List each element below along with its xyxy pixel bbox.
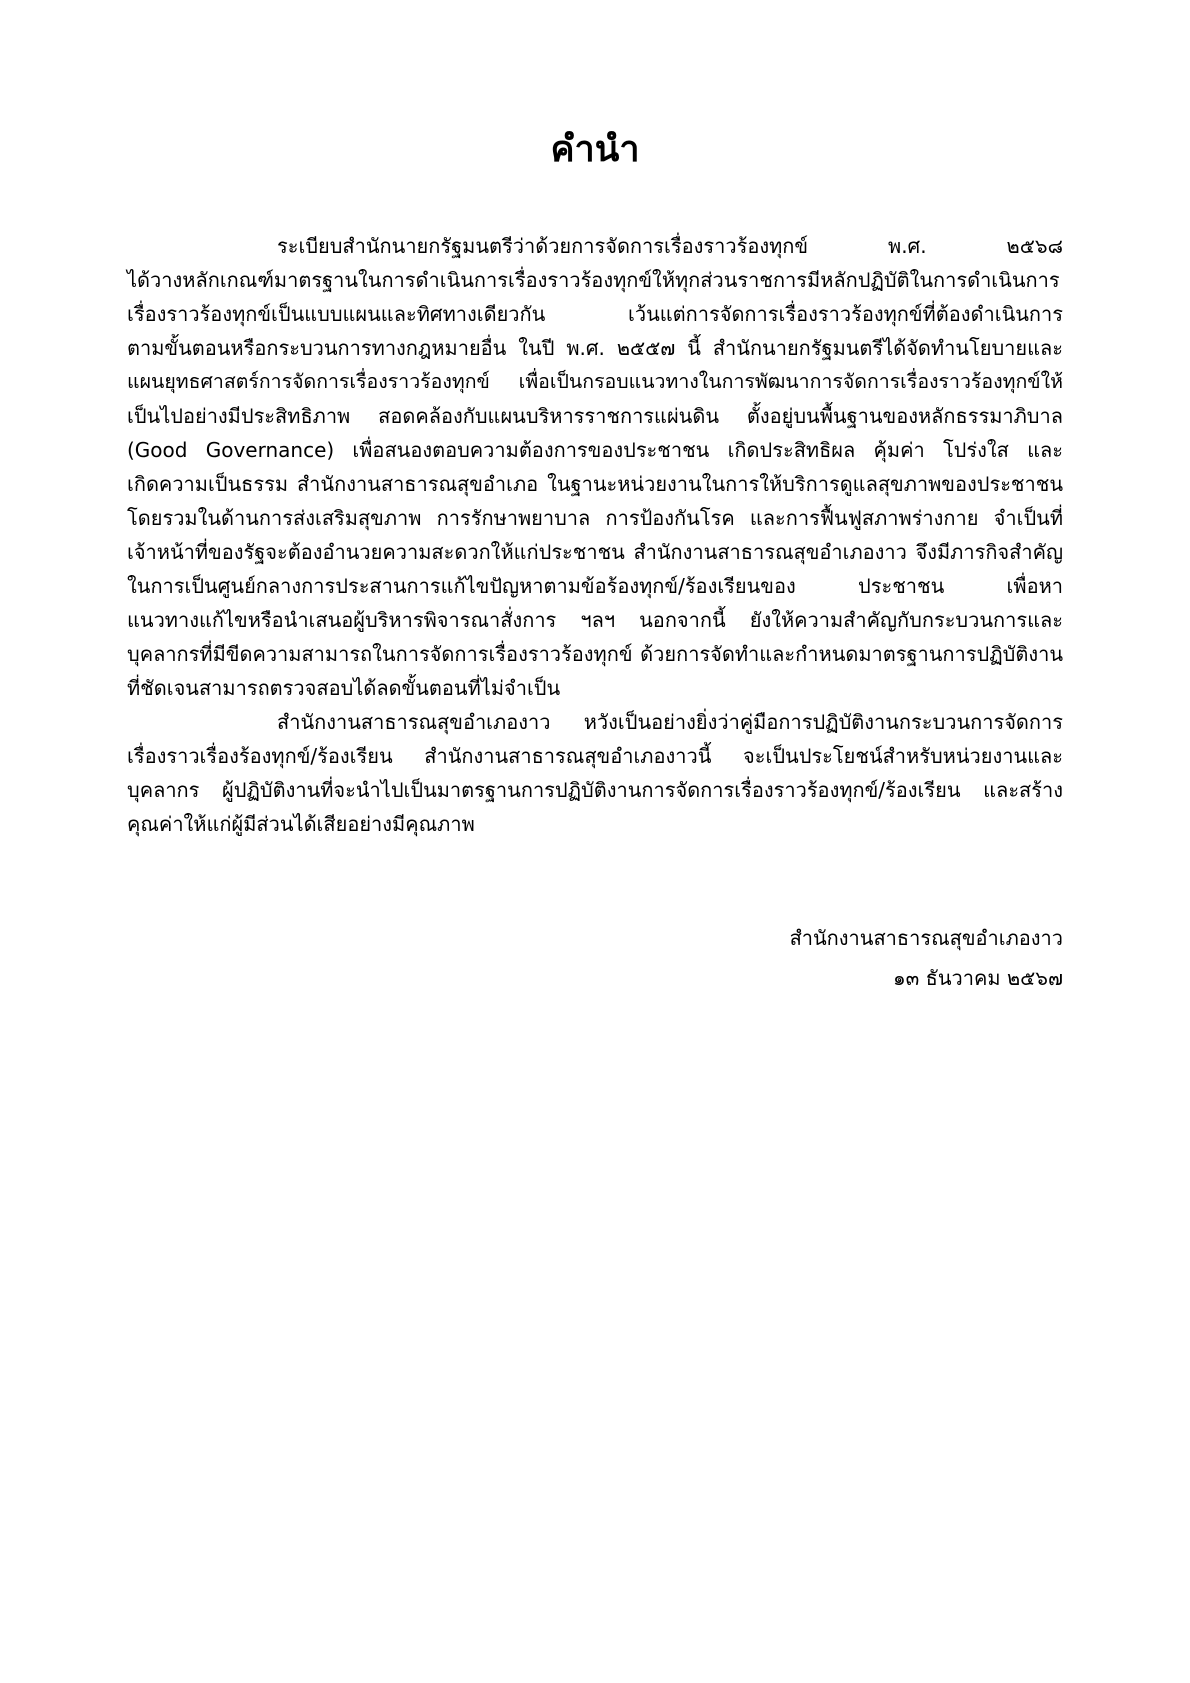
paragraph-1-line: เรื่องราวร้องทุกข์เป็นแบบแผนและทิศทางเดียวกัน เว้นแต่การจัดการเรื่องราวร้องทุกข์ที่ต้องดำเนินการ: [127, 302, 1063, 326]
paragraph-2-line: เรื่องราวเรื่องร้องทุกข์/ร้องเรียน สำนักงานสาธารณสุขอำเภองาวนี้ จะเป็นประโยชน์สำหรับหน่วยงานและ: [127, 744, 1063, 768]
paragraph-1-line: เจ้าหน้าที่ของรัฐจะต้องอำนวยความสะดวกให้แก่ประชาชน สำนักงานสาธารณสุขอำเภองาว จึงมีภารกิจสำคัญ: [127, 540, 1063, 564]
body-text: [127, 229, 1063, 841]
paragraph-2-line: สำนักงานสาธารณสุขอำเภองาว หวังเป็นอย่างยิ่งว่าคู่มือการปฏิบัติงานกระบวนการจัดการ: [277, 710, 1063, 734]
paragraph-1-line: ในการเป็นศูนย์กลางการประสานการแก้ไขปัญหาตามข้อร้องทุกข์/ร้องเรียนของ ประชาชน เพื่อหา: [127, 574, 1063, 598]
paragraph-1-line: เกิดความเป็นธรรม สำนักงานสาธารณสุขอำเภอ ในฐานะหน่วยงานในการให้บริการดูแลสุขภาพของประชาชน: [127, 472, 1063, 496]
paragraph-1-line: แผนยุทธศาสตร์การจัดการเรื่องราวร้องทุกข์ เพื่อเป็นกรอบแนวทางในการพัฒนาการจัดการเรื่องราวร้องทุกข์ให้: [127, 370, 1063, 393]
paragraph-2-line: คุณค่าให้แก่ผู้มีส่วนได้เสียอย่างมีคุณภาพ: [127, 812, 475, 836]
paragraph-1-line: โดยรวมในด้านการส่งเสริมสุขภาพ การรักษาพยาบาล การป้องกันโรค และการฟื้นฟูสภาพร่างกาย จำเป็นที่: [127, 506, 1063, 530]
paragraph-1-line: ระเบียบสำนักนายกรัฐมนตรีว่าด้วยการจัดการเรื่องราวร้องทุกข์ พ.ศ. ๒๕๖๘: [277, 234, 1063, 258]
paragraph-1-line: (Good Governance) เพื่อสนองตอบความต้องการของประชาชน เกิดประสิทธิผล คุ้มค่า โปร่งใส และ: [127, 438, 1063, 462]
paragraph-1-line: ตามขั้นตอนหรือกระบวนการทางกฎหมายอื่น ในปี พ.ศ. ๒๕๕๗ นี้ สำนักนายกรัฐมนตรีได้จัดทำนโยบายและ: [127, 336, 1063, 360]
paragraph-2-line: บุคลากร ผู้ปฏิบัติงานที่จะนำไปเป็นมาตรฐานการปฏิบัติงานการจัดการเรื่องราวร้องทุกข์/ร้องเรียน และสร้าง: [127, 778, 1063, 802]
page-title: คำนำ: [550, 129, 640, 170]
paragraph-1-line: บุคลากรที่มีขีดความสามารถในการจัดการเรื่องราวร้องทุกข์ ด้วยการจัดทำและกำหนดมาตรฐานการปฏิบัติงาน: [127, 642, 1063, 666]
signature-date: ๑๓ ธันวาคม ๒๕๖๗: [892, 966, 1063, 990]
paragraph-1-line: ที่ชัดเจนสามารถตรวจสอบได้ลดขั้นตอนที่ไม่จำเป็น: [127, 676, 561, 700]
paragraph-1-line: แนวทางแก้ไขหรือนำเสนอผู้บริหารพิจารณาสั่งการ ฯลฯ นอกจากนี้ ยังให้ความสำคัญกับกระบวนการและ: [127, 608, 1063, 632]
paragraph-1-line: เป็นไปอย่างมีประสิทธิภาพ สอดคล้องกับแผนบริหารราชการแผ่นดิน ตั้งอยู่บนพื้นฐานของหลักธรรมาภิบาล: [127, 404, 1063, 428]
signature-organization: สำนักงานสาธารณสุขอำเภองาว: [789, 926, 1063, 950]
signature-block: [563, 918, 1063, 998]
paragraph-1-line: ได้วางหลักเกณฑ์มาตรฐานในการดำเนินการเรื่องราวร้องทุกข์ให้ทุกส่วนราชการมีหลักปฏิบัติในการดำเนินการ: [127, 268, 1060, 292]
